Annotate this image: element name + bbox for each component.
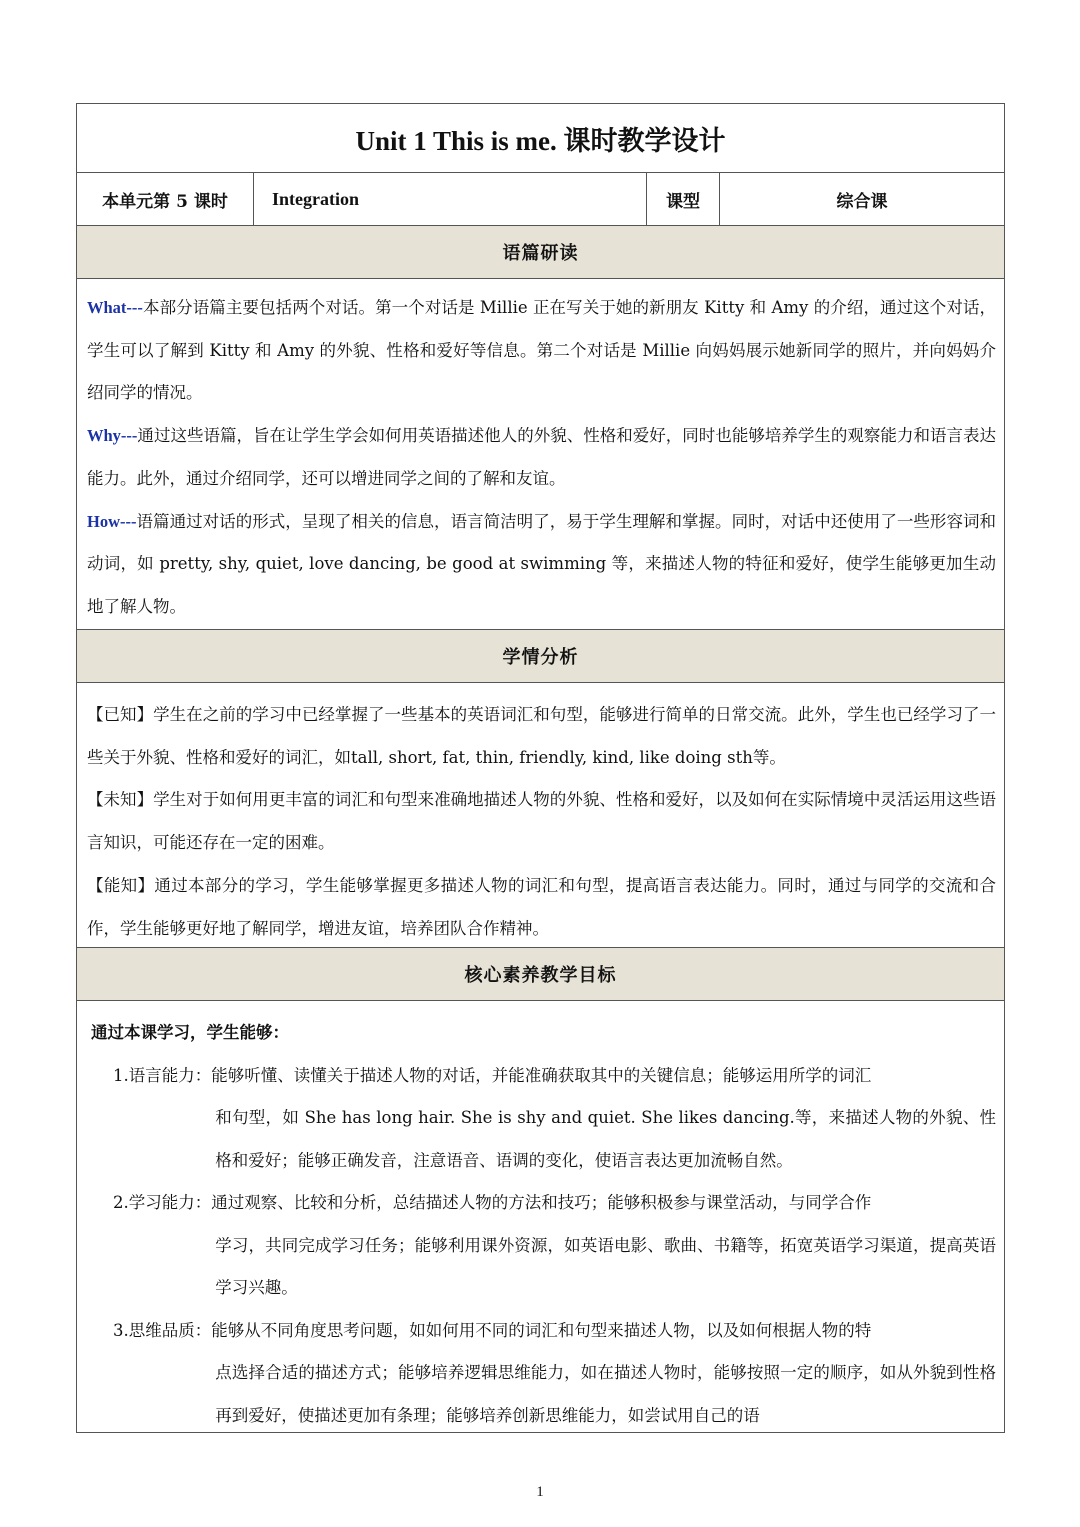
able-text: 通过本部分的学习，学生能够掌握更多描述人物的词汇和句型，提高语言表达能力。同时，通过与同学的交流和合作，学生能够更好地了解同学，增进友谊，培养团队合作精神。	[87, 875, 997, 938]
known-paragraph	[87, 694, 996, 779]
goal-text	[211, 1182, 1004, 1310]
unknown-text: 学生对于如何用更丰富的词汇和句型来准确地描述人物的外貌、性格和爱好，以及如何在实际情境中灵活运用这些语言知识，可能还存在一定的困难。	[87, 790, 997, 853]
unknown-label: 【未知】	[87, 790, 154, 810]
lesson-name: Integration	[253, 173, 646, 225]
goal-item	[77, 1182, 1004, 1310]
what-paragraph	[87, 287, 996, 415]
known-label: 【已知】	[87, 705, 154, 724]
section-header-analysis: 学情分析	[77, 629, 1004, 682]
lesson-type-label: 课型	[646, 173, 719, 225]
lesson-plan-table	[76, 103, 1005, 1433]
goals-intro: 通过本课学习，学生能够：	[91, 1023, 289, 1042]
analysis-body	[77, 682, 1004, 947]
page-number: 1	[536, 1484, 544, 1500]
goals-body	[77, 1000, 1004, 1432]
goal-text-first-line: 能够从不同角度思考问题，如如何用不同的词汇和句型来描述人物，以及如何根据人物的特	[211, 1320, 872, 1340]
lesson-info-row	[77, 172, 1004, 225]
goal-text-first-line: 通过观察、比较和分析，总结描述人物的方法和技巧；能够积极参与课堂活动，与同学合作	[211, 1193, 872, 1212]
goal-text	[211, 1310, 1004, 1433]
how-paragraph	[87, 501, 996, 629]
goal-label: 1.语言能力：	[113, 1065, 212, 1085]
goal-text	[211, 1055, 1004, 1183]
goal-label: 3.思维品质：	[113, 1320, 212, 1340]
document-title: Unit 1 This is me. 课时教学设计	[355, 125, 726, 156]
able-label: 【能知】	[87, 875, 155, 895]
how-label: How---	[87, 511, 137, 531]
able-paragraph	[87, 865, 996, 950]
known-text: 学生在之前的学习中已经掌握了一些基本的英语词汇和句型，能够进行简单的日常交流。此外，学生也已经学习了一些关于外貌、性格和爱好的词汇，如tall, short, fat, thin, friendly, kind, like doing sth等。	[87, 705, 997, 767]
how-text: 语篇通过对话的形式，呈现了相关的信息，语言简洁明了，易于学生理解和掌握。同时，对话中还使用了一些形容词和动词，如 pretty, shy, quiet, love dancing, be good at swimming 等，来描述人物的特征和爱好，使学生能够更加生动地了解人物。	[87, 511, 996, 616]
goal-item	[77, 1055, 1004, 1183]
section-header-text-study: 语篇研读	[77, 225, 1004, 278]
section-header-goals: 核心素养教学目标	[77, 947, 1004, 1000]
why-label: Why---	[87, 426, 138, 446]
goal-text-first-line: 能够听懂、读懂关于描述人物的对话，并能准确获取其中的关键信息；能够运用所学的词汇	[211, 1065, 872, 1085]
what-label: What---	[87, 298, 143, 317]
unknown-paragraph	[87, 779, 996, 864]
goal-text-continuation: 学习，共同完成学习任务；能够利用课外资源，如英语电影、歌曲、书籍等，拓宽英语学习渠道，提高英语学习兴趣。	[215, 1235, 996, 1297]
goal-text-continuation: 点选择合适的描述方式；能够培养逻辑思维能力，如在描述人物时，能够按照一定的顺序，如从外貌到性格再到爱好，使描述更加有条理；能够培养创新思维能力，如尝试用自己的语	[215, 1363, 996, 1425]
why-paragraph	[87, 415, 996, 500]
lesson-number-label: 本单元第 5 课时	[102, 191, 228, 212]
lesson-type-value: 综合课	[719, 173, 1004, 225]
text-study-body	[77, 278, 1004, 629]
goal-text-continuation: 和句型，如 She has long hair. She is shy and quiet. She likes dancing.等，来描述人物的外貌、性格和爱好；能够正确发音，注意语音、语调的变化，使语言表达更加流畅自然。	[215, 1108, 996, 1170]
goal-item	[77, 1310, 1004, 1433]
goal-label: 2.学习能力：	[113, 1193, 212, 1212]
what-text: 本部分语篇主要包括两个对话。第一个对话是 Millie 正在写关于她的新朋友 Kitty 和 Amy 的介绍，通过这个对话，学生可以了解到 Kitty 和 Amy 的外貌、性格和爱好等信息。第二个对话是 Millie 向妈妈展示她新同学的照片，并向妈妈介绍同学的情况。	[87, 298, 996, 403]
why-text: 通过这些语篇，旨在让学生学会如何用英语描述他人的外貌、性格和爱好，同时也能够培养学生的观察能力和语言表达能力。此外，通过介绍同学，还可以增进同学之间的了解和友谊。	[87, 426, 996, 488]
